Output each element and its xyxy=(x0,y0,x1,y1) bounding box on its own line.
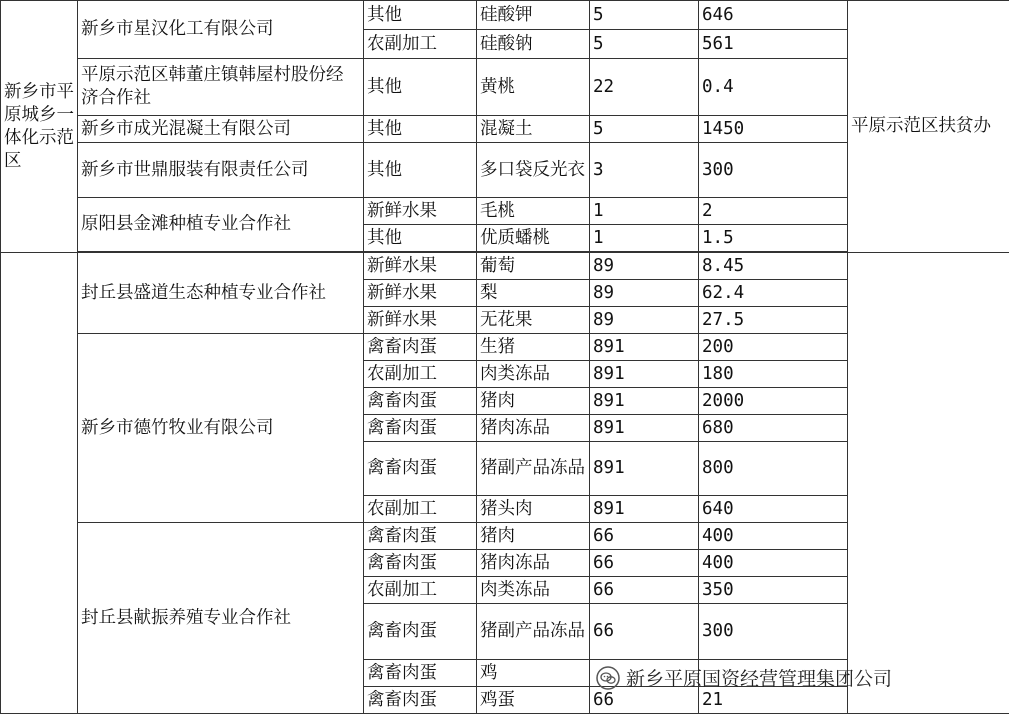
product-cell: 硅酸钠 xyxy=(477,30,590,59)
quantity-cell: 5 xyxy=(590,116,699,143)
product-cell: 肉类冻品 xyxy=(477,361,590,388)
category-cell: 其他 xyxy=(364,116,477,143)
category-cell: 农副加工 xyxy=(364,30,477,59)
amount-cell: 180 xyxy=(699,361,848,388)
company-cell: 新乡市星汉化工有限公司 xyxy=(78,1,364,59)
amount-cell: 8.45 xyxy=(699,253,848,280)
company-cell: 平原示范区韩董庄镇韩屋村股份经济合作社 xyxy=(78,59,364,116)
amount-cell: 1450 xyxy=(699,116,848,143)
product-cell: 鸡蛋 xyxy=(477,687,590,714)
company-cell: 新乡市成光混凝土有限公司 xyxy=(78,116,364,143)
company-cell: 原阳县金滩种植专业合作社 xyxy=(78,198,364,252)
product-cell: 猪肉 xyxy=(477,388,590,415)
category-cell: 新鲜水果 xyxy=(364,198,477,225)
amount-cell: 680 xyxy=(699,415,848,442)
quantity-cell: 66 xyxy=(590,604,699,660)
product-cell: 黄桃 xyxy=(477,59,590,116)
product-cell: 猪肉冻品 xyxy=(477,550,590,577)
product-cell: 多口袋反光衣 xyxy=(477,143,590,198)
company-cell: 封丘县献振养殖专业合作社 xyxy=(78,523,364,714)
region-cell: 新乡市平原城乡一体化示范区 xyxy=(1,1,78,253)
quantity-cell: 891 xyxy=(590,334,699,361)
quantity-cell: 3 xyxy=(590,143,699,198)
product-cell: 毛桃 xyxy=(477,198,590,225)
quantity-cell: 1 xyxy=(590,225,699,252)
watermark xyxy=(596,664,892,691)
product-cell: 梨 xyxy=(477,280,590,307)
amount-cell: 350 xyxy=(699,577,848,604)
amount-cell: 300 xyxy=(699,604,848,660)
quantity-cell: 891 xyxy=(590,361,699,388)
amount-cell: 1.5 xyxy=(699,225,848,252)
quantity-cell: 89 xyxy=(590,307,699,334)
quantity-cell: 1 xyxy=(590,198,699,225)
product-cell: 猪头肉 xyxy=(477,496,590,523)
table-row xyxy=(1,1,1009,30)
company-cell: 新乡市德竹牧业有限公司 xyxy=(78,334,364,523)
department-cell: 平原示范区扶贫办 xyxy=(848,1,1009,253)
quantity-cell: 66 xyxy=(590,577,699,604)
amount-cell: 62.4 xyxy=(699,280,848,307)
category-cell: 农副加工 xyxy=(364,496,477,523)
amount-cell: 800 xyxy=(699,442,848,496)
product-cell: 鸡 xyxy=(477,660,590,687)
watermark-text: 新乡平原国资经营管理集团公司 xyxy=(626,668,893,690)
category-cell: 禽畜肉蛋 xyxy=(364,415,477,442)
quantity-cell: 891 xyxy=(590,442,699,496)
quantity-cell: 66 xyxy=(590,523,699,550)
quantity-cell: 66 xyxy=(590,550,699,577)
company-cell: 新乡市世鼎服装有限责任公司 xyxy=(78,143,364,198)
category-cell: 其他 xyxy=(364,225,477,252)
category-cell: 禽畜肉蛋 xyxy=(364,442,477,496)
product-cell: 猪肉冻品 xyxy=(477,415,590,442)
amount-cell: 300 xyxy=(699,143,848,198)
amount-cell: 2000 xyxy=(699,388,848,415)
category-cell: 禽畜肉蛋 xyxy=(364,660,477,687)
amount-cell: 27.5 xyxy=(699,307,848,334)
wechat-icon xyxy=(596,666,620,690)
category-cell: 禽畜肉蛋 xyxy=(364,388,477,415)
product-cell: 生猪 xyxy=(477,334,590,361)
company-cell: 封丘县盛道生态种植专业合作社 xyxy=(78,253,364,334)
category-cell: 其他 xyxy=(364,143,477,198)
product-cell: 猪肉 xyxy=(477,523,590,550)
product-cell: 猪副产品冻品 xyxy=(477,604,590,660)
amount-cell: 0.4 xyxy=(699,59,848,116)
product-cell: 葡萄 xyxy=(477,253,590,280)
quantity-cell: 5 xyxy=(590,1,699,30)
quantity-cell: 5 xyxy=(590,30,699,59)
table-row xyxy=(1,253,1009,280)
quantity-cell: 891 xyxy=(590,496,699,523)
product-cell: 优质蟠桃 xyxy=(477,225,590,252)
quantity-cell: 89 xyxy=(590,280,699,307)
category-cell: 禽畜肉蛋 xyxy=(364,604,477,660)
amount-cell: 21 xyxy=(699,687,848,714)
category-cell: 农副加工 xyxy=(364,361,477,388)
category-cell: 禽畜肉蛋 xyxy=(364,550,477,577)
product-cell: 无花果 xyxy=(477,307,590,334)
product-cell: 混凝土 xyxy=(477,116,590,143)
category-cell: 其他 xyxy=(364,59,477,116)
amount-cell: 2 xyxy=(699,198,848,225)
amount-cell: 400 xyxy=(699,523,848,550)
department-cell xyxy=(848,253,1009,714)
category-cell: 新鲜水果 xyxy=(364,253,477,280)
category-cell: 禽畜肉蛋 xyxy=(364,523,477,550)
category-cell: 禽畜肉蛋 xyxy=(364,687,477,714)
category-cell: 新鲜水果 xyxy=(364,280,477,307)
amount-cell: 400 xyxy=(699,550,848,577)
quantity-cell: 891 xyxy=(590,415,699,442)
quantity-cell: 66 xyxy=(590,687,699,714)
category-cell: 禽畜肉蛋 xyxy=(364,334,477,361)
quantity-cell: 891 xyxy=(590,388,699,415)
product-cell: 猪副产品冻品 xyxy=(477,442,590,496)
category-cell: 新鲜水果 xyxy=(364,307,477,334)
amount-cell: 200 xyxy=(699,334,848,361)
product-cell: 肉类冻品 xyxy=(477,577,590,604)
region-cell xyxy=(1,253,78,714)
quantity-cell: 89 xyxy=(590,253,699,280)
amount-cell: 561 xyxy=(699,30,848,59)
category-cell: 其他 xyxy=(364,1,477,30)
quantity-cell: 22 xyxy=(590,59,699,116)
category-cell: 农副加工 xyxy=(364,577,477,604)
product-cell: 硅酸钾 xyxy=(477,1,590,30)
amount-cell: 640 xyxy=(699,496,848,523)
amount-cell: 646 xyxy=(699,1,848,30)
